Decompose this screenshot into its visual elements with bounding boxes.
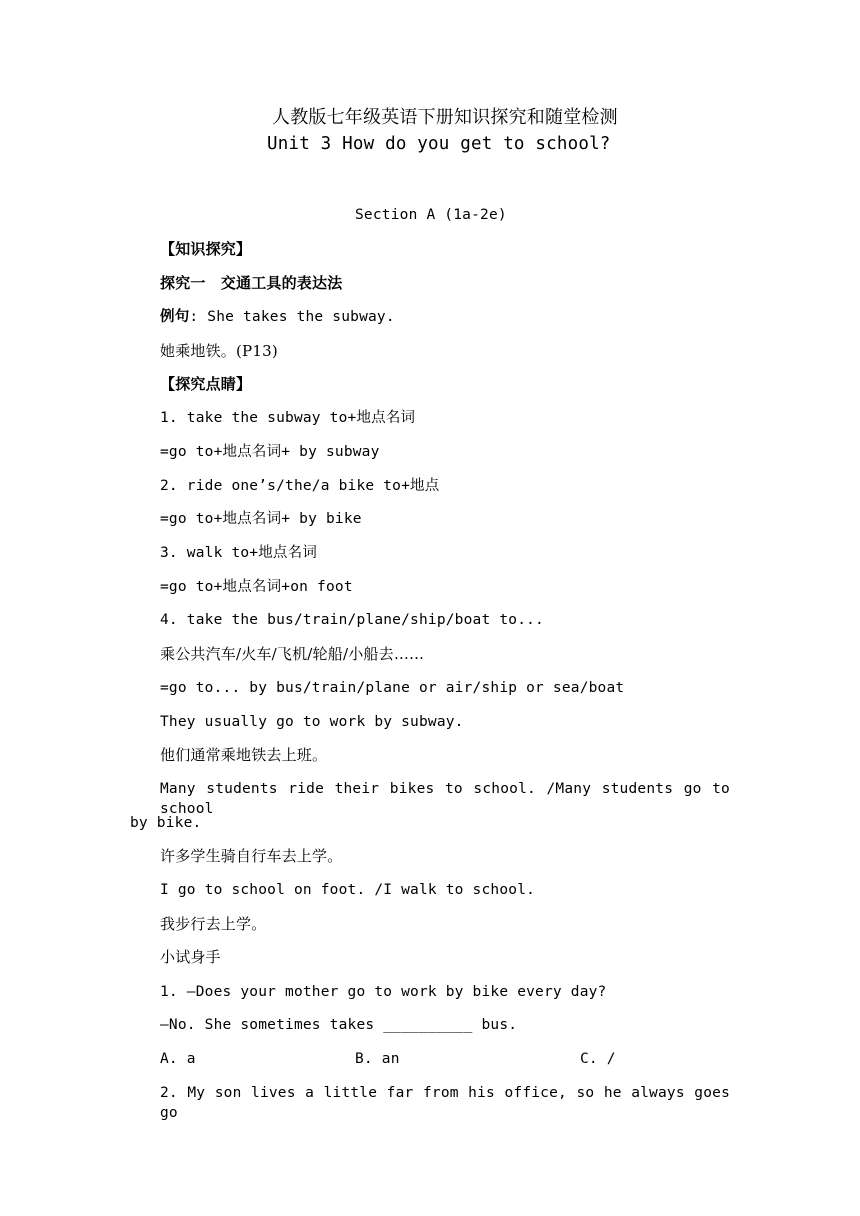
point-line: 4. take the bus/train/plane/ship/boat to... (160, 612, 544, 628)
document-title-english: Unit 3 How do you get to school? (267, 134, 611, 154)
point-line: =go to+地点名词+on foot (160, 579, 353, 595)
example-translation: 她乘地铁。(P13) (160, 342, 278, 360)
option-c: C. / (580, 1051, 616, 1067)
point-line: 乘公共汽车/火车/飞机/轮船/小船去…… (160, 645, 425, 663)
point-line: 3. walk to+地点名词 (160, 545, 318, 561)
option-a: A. a (160, 1051, 196, 1067)
example-text: : She takes the subway. (189, 309, 395, 325)
point-line: 许多学生骑自行车去上学。 (160, 847, 343, 865)
document-title-chinese: 人教版七年级英语下册知识探究和随堂检测 (272, 107, 618, 128)
question-line: 1. —Does your mother go to work by bike every day? (160, 984, 607, 1000)
paragraph-line-continued: by bike. (130, 815, 202, 831)
example-label: 例句 (160, 309, 190, 325)
option-b: B. an (355, 1051, 400, 1067)
explore-one-title: 探究一 交通工具的表达法 (160, 274, 343, 292)
point-line: 我步行去上学。 (160, 915, 267, 933)
point-line: 1. take the subway to+地点名词 (160, 410, 416, 426)
question-line: 2. My son lives a little far from his office, so he always goes go (160, 1085, 730, 1121)
point-line: 他们通常乘地铁去上班。 (160, 746, 328, 764)
point-line: They usually go to work by subway. (160, 714, 464, 730)
question-line: —No. She sometimes takes __________ bus. (160, 1017, 518, 1033)
point-line: I go to school on foot. /I walk to school. (160, 882, 536, 898)
point-line: =go to+地点名词+ by bike (160, 511, 362, 527)
example-sentence (160, 307, 395, 327)
section-heading: Section A (1a-2e) (355, 207, 507, 223)
point-line: 2. ride one’s/the/a bike to+地点 (160, 478, 440, 494)
paragraph-line: Many students ride their bikes to school. /Many students go to school (160, 781, 730, 817)
knowledge-heading: 【知识探究】 (160, 240, 252, 258)
points-heading: 【探究点睛】 (160, 375, 252, 393)
practice-heading: 小试身手 (160, 948, 221, 966)
point-line: =go to... by bus/train/plane or air/ship or sea/boat (160, 680, 625, 696)
point-line: =go to+地点名词+ by subway (160, 444, 380, 460)
